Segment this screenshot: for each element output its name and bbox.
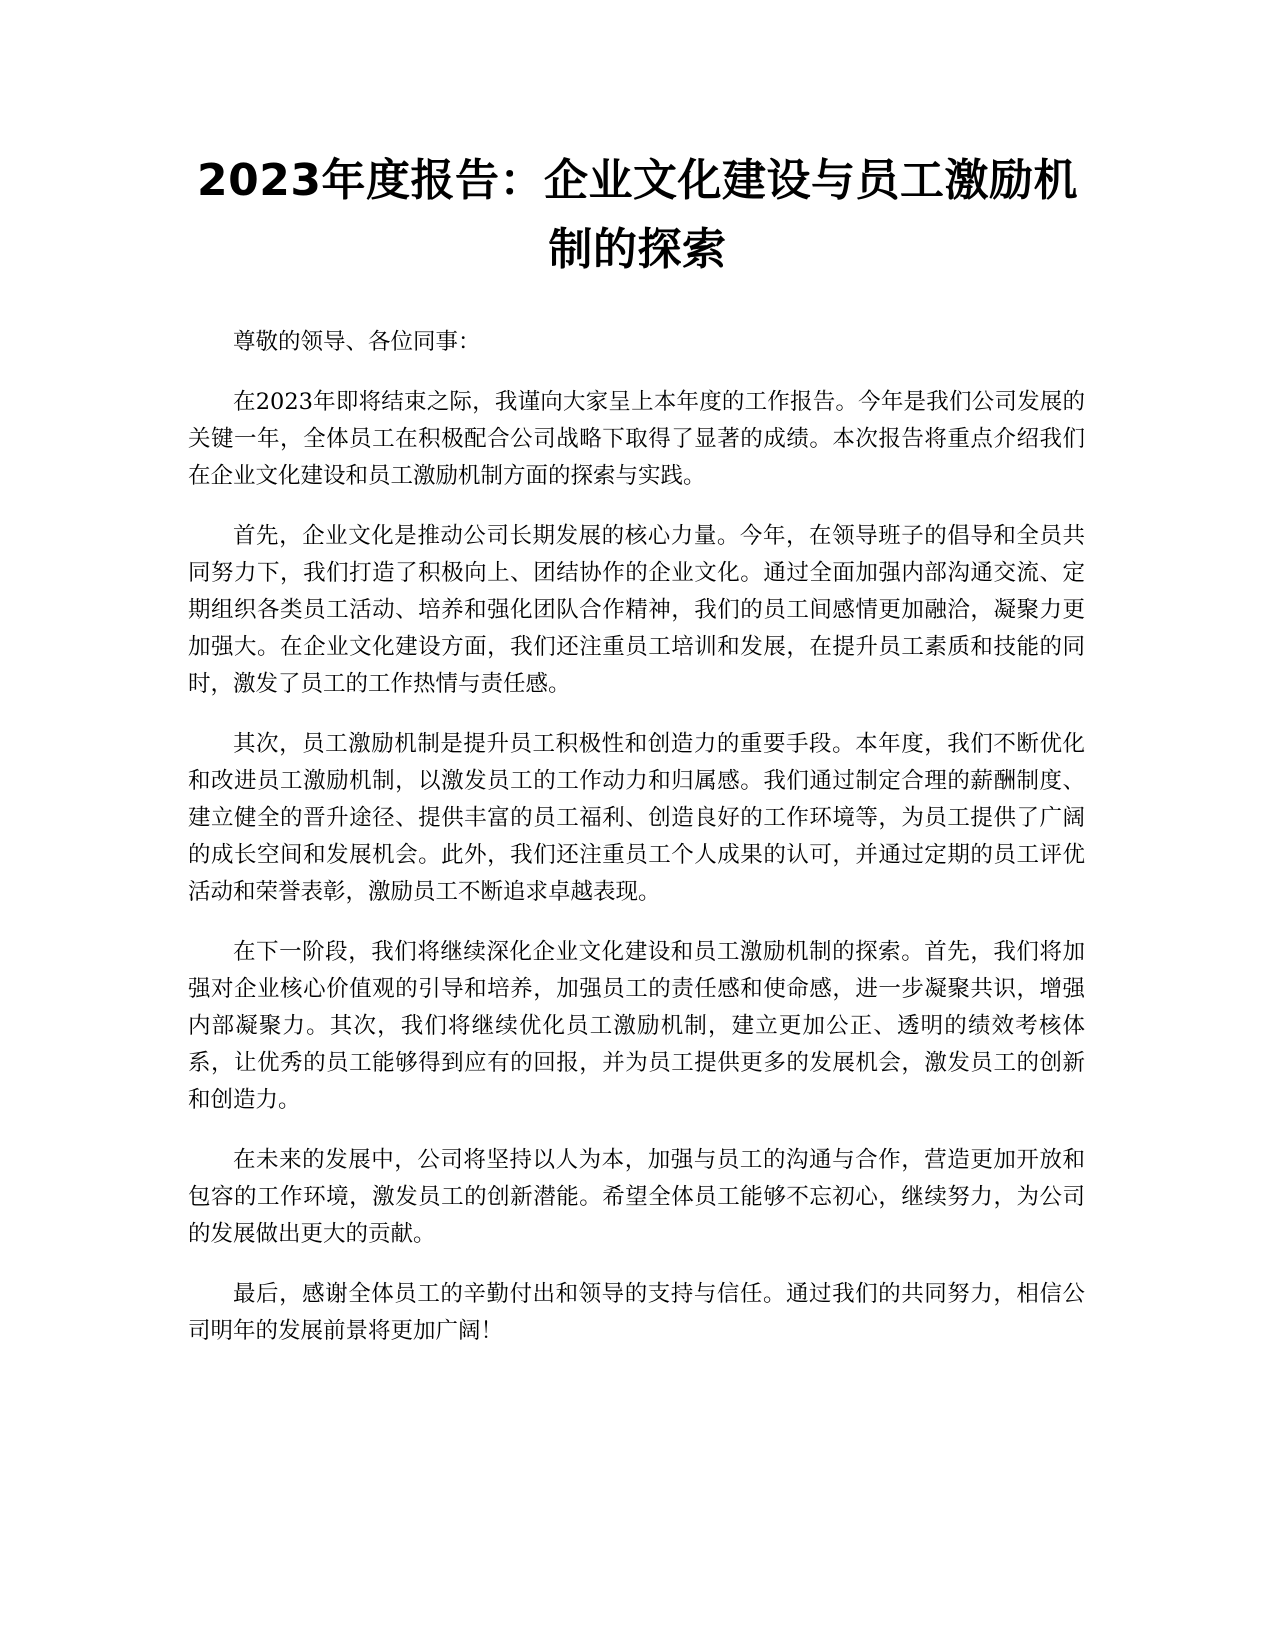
future-paragraph: 在未来的发展中，公司将坚持以人为本，加强与员工的沟通与合作，营造更加开放和包容的工作环境，激发员工的创新潜能。希望全体员工能够不忘初心，继续努力，为公司的发展做出更大的贡献。 — [188, 1147, 1085, 1247]
intro-paragraph: 在2023年即将结束之际，我谨向大家呈上本年度的工作报告。今年是我们公司发展的关键一年，全体员工在积极配合公司战略下取得了显著的成绩。本次报告将重点介绍我们在企业文化建设和员工激励机制方面的探索与实践。 — [188, 389, 1085, 489]
incentive-paragraph: 其次，员工激励机制是提升员工积极性和创造力的重要手段。本年度，我们不断优化和改进员工激励机制，以激发员工的工作动力和归属感。我们通过制定合理的薪酬制度、建立健全的晋升途径、提供丰富的员工福利、创造良好的工作环境等，为员工提供了广阔的成长空间和发展机会。此外，我们还注重员工个人成果的认可，并通过定期的员工评优活动和荣誉表彰，激励员工不断追求卓越表现。 — [188, 731, 1085, 905]
salutation-paragraph: 尊敬的领导、各位同事： — [233, 329, 481, 355]
title-line-1: 2023年度报告：企业文化建设与员工激励机 — [197, 155, 1078, 206]
culture-paragraph: 首先，企业文化是推动公司长期发展的核心力量。今年，在领导班子的倡导和全员共同努力下，我们打造了积极向上、团结协作的企业文化。通过全面加强内部沟通交流、定期组织各类员工活动、培养和强化团队合作精神，我们的员工间感情更加融洽，凝聚力更加强大。在企业文化建设方面，我们还注重员工培训和发展，在提升员工素质和技能的同时，激发了员工的工作热情与责任感。 — [188, 523, 1085, 697]
closing-paragraph: 最后，感谢全体员工的辛勤付出和领导的支持与信任。通过我们的共同努力，相信公司明年的发展前景将更加广阔！ — [188, 1281, 1085, 1344]
document-body — [188, 324, 1085, 1373]
next-stage-paragraph: 在下一阶段，我们将继续深化企业文化建设和员工激励机制的探索。首先，我们将加强对企业核心价值观的引导和培养，加强员工的责任感和使命感，进一步凝聚共识，增强内部凝聚力。其次，我们将继续优化员工激励机制，建立更加公正、透明的绩效考核体系，让优秀的员工能够得到应有的回报，并为员工提供更多的发展机会，激发员工的创新和创造力。 — [188, 939, 1085, 1113]
title-line-2: 制的探索 — [548, 224, 727, 275]
document-title — [170, 146, 1105, 284]
